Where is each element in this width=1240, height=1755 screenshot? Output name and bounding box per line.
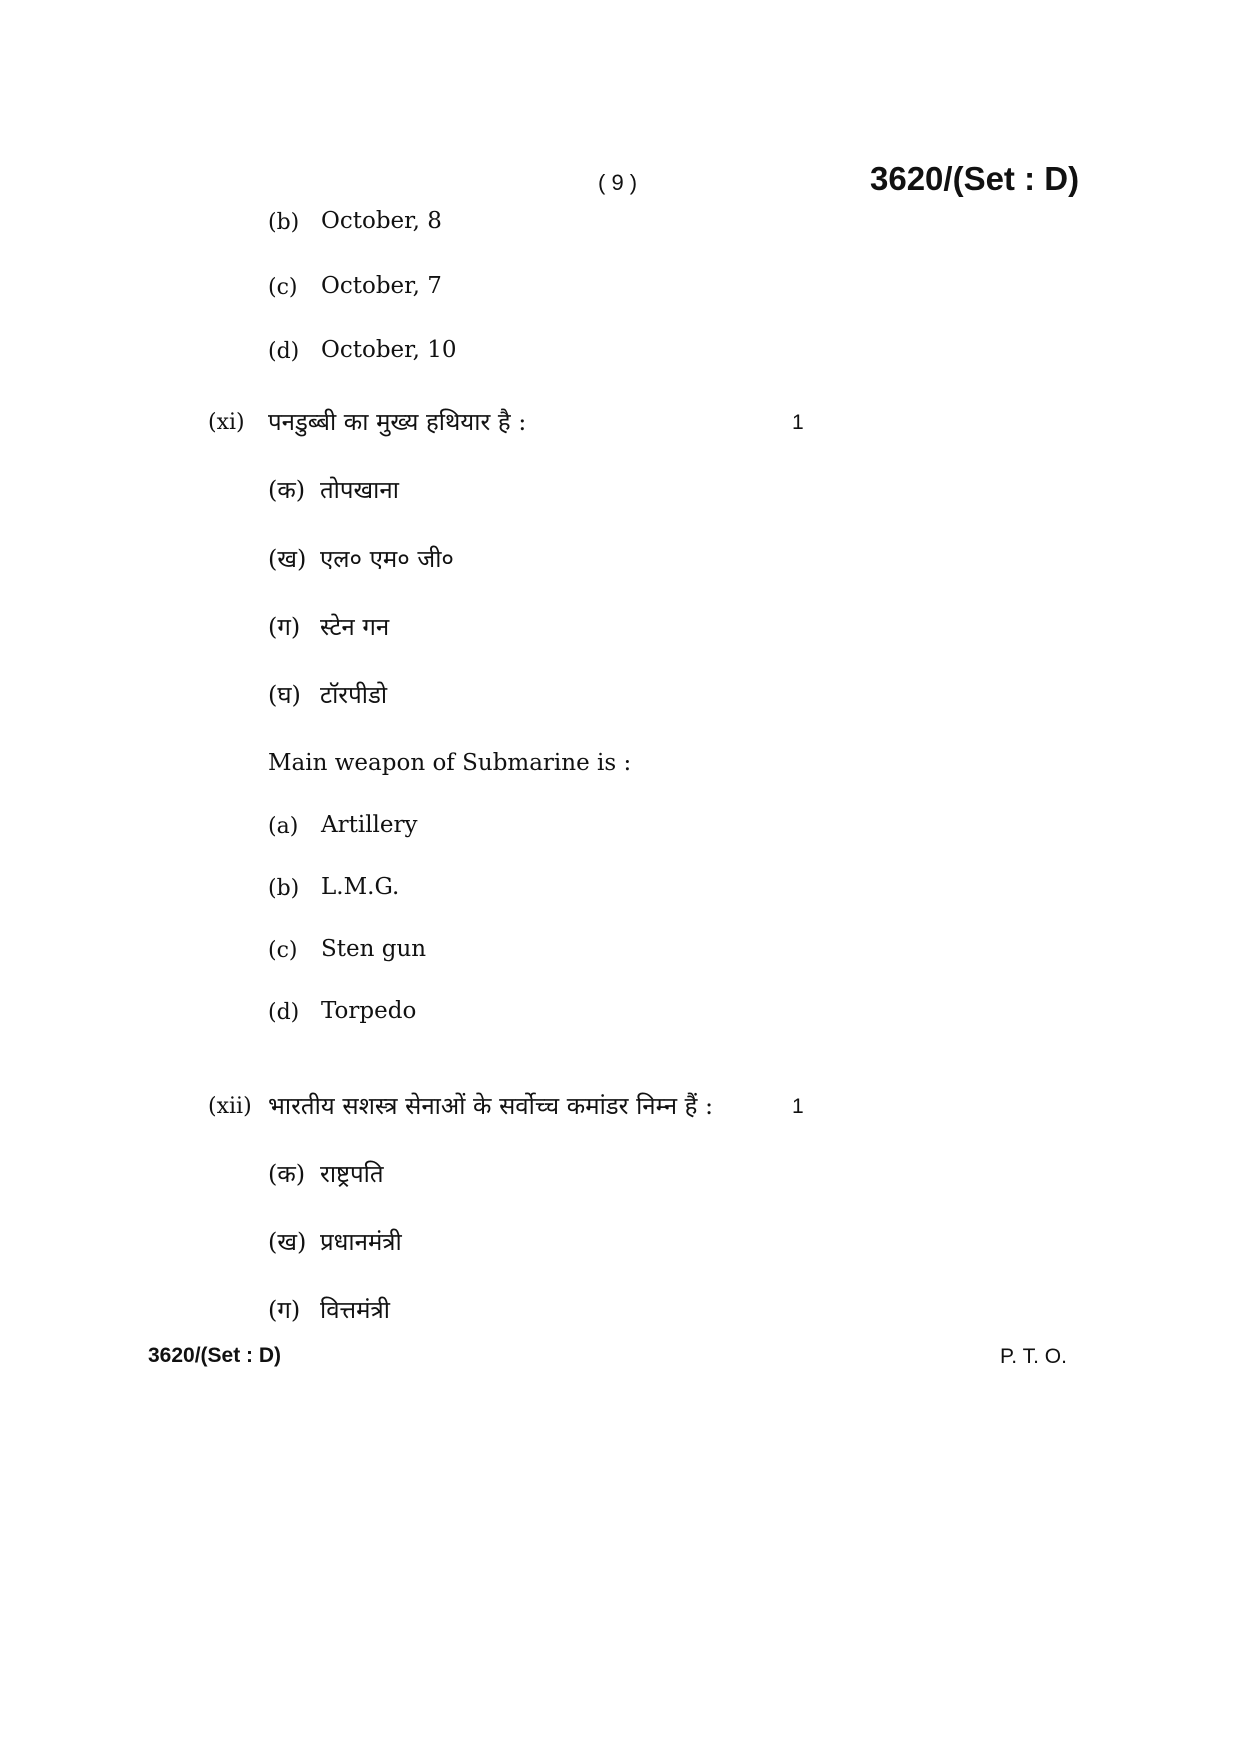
option-label-hindi: (घ): [268, 681, 301, 709]
option-label: (d): [268, 339, 300, 364]
option-text: October, 8: [321, 208, 442, 234]
option-text-hindi: वित्तमंत्री: [320, 1296, 390, 1324]
option-label: (b): [268, 876, 300, 901]
option-text-hindi: राष्ट्रपति: [320, 1160, 384, 1188]
option-label-hindi: (क): [268, 476, 306, 504]
option-text-hindi: टॉरपीडो: [320, 681, 388, 709]
pto-label: P. T. O.: [1000, 1345, 1067, 1368]
option-text-hindi: प्रधानमंत्री: [320, 1228, 402, 1256]
option-label-hindi: (क): [268, 1160, 306, 1188]
option-text: October, 7: [321, 273, 442, 299]
option-label-hindi: (ग): [268, 613, 301, 641]
option-text: Torpedo: [321, 998, 417, 1024]
question-text-english: Main weapon of Submarine is :: [268, 750, 632, 776]
option-label: (c): [268, 938, 298, 963]
paper-code-footer: 3620/(Set : D): [148, 1344, 282, 1367]
option-text: L.M.G.: [321, 874, 400, 900]
question-marks: 1: [792, 411, 804, 434]
option-label: (b): [268, 210, 300, 235]
option-label-hindi: (ख): [268, 545, 307, 573]
option-text: Sten gun: [321, 936, 427, 962]
option-label: (a): [268, 814, 299, 839]
question-marks: 1: [792, 1095, 804, 1118]
option-label-hindi: (ख): [268, 1228, 307, 1256]
question-text-hindi: भारतीय सशस्त्र सेनाओं के सर्वोच्च कमांडर निम्न हैं :: [268, 1092, 714, 1120]
option-text: Artillery: [321, 812, 418, 838]
option-text-hindi: एल० एम० जी०: [320, 545, 454, 573]
question-number: (xi): [208, 410, 245, 435]
question-text-hindi: पनडुब्बी का मुख्य हथियार है :: [268, 408, 527, 436]
paper-code-header: 3620/(Set : D): [870, 160, 1080, 197]
question-number: (xii): [208, 1094, 252, 1119]
page-number: ( 9 ): [598, 170, 638, 195]
option-label-hindi: (ग): [268, 1296, 301, 1324]
option-label: (c): [268, 275, 298, 300]
option-label: (d): [268, 1000, 300, 1025]
option-text-hindi: स्टेन गन: [320, 613, 390, 641]
option-text-hindi: तोपखाना: [320, 476, 399, 504]
option-text: October, 10: [321, 337, 457, 363]
